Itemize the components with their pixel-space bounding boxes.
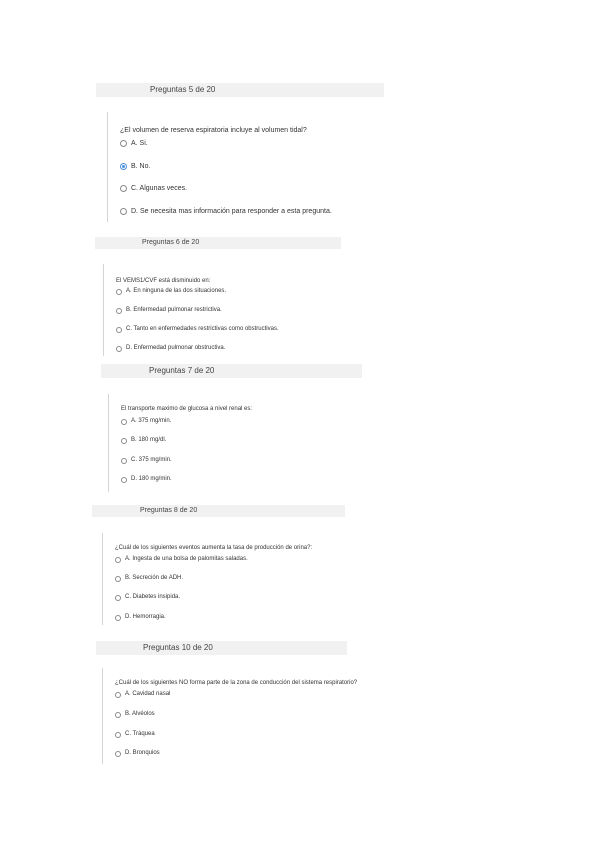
option-label: A. Ingesta de una bolsa de palomitas saladas. [125, 556, 248, 562]
answer-option[interactable] [115, 593, 180, 602]
answer-option[interactable] [115, 574, 183, 583]
radio-button-icon[interactable] [121, 438, 127, 444]
answer-option[interactable] [120, 139, 148, 148]
question-block [108, 394, 369, 492]
option-label: B. 180 mg/dl. [131, 437, 167, 443]
question-counter: Preguntas 5 de 20 [150, 85, 216, 94]
answer-option[interactable] [116, 306, 222, 315]
option-label: D. 180 mg/min. [131, 476, 172, 482]
radio-button-icon[interactable] [116, 289, 122, 295]
question-block [107, 112, 400, 222]
question-text: ¿Cuál de los siguientes NO forma parte de la zona de conducción del sistema respiratorio? [115, 680, 358, 686]
radio-button-icon[interactable] [115, 576, 121, 582]
question-text: El transporte maximo de glucosa a nivel renal es: [121, 406, 253, 412]
answer-option[interactable] [121, 475, 172, 484]
radio-button-icon[interactable] [121, 419, 127, 425]
radio-button-icon[interactable] [115, 595, 121, 601]
option-label: C. 375 mg/min. [131, 457, 172, 463]
answer-option[interactable] [116, 344, 225, 353]
question-header [92, 505, 345, 517]
question-counter: Preguntas 8 de 20 [140, 507, 198, 514]
option-label: C. Diabetes insipida. [125, 594, 181, 600]
radio-button-icon[interactable] [121, 458, 127, 464]
radio-button-icon[interactable] [120, 208, 127, 215]
question-counter: Preguntas 10 de 20 [143, 643, 213, 652]
radio-button-icon[interactable] [116, 346, 122, 352]
radio-button-icon[interactable] [115, 692, 121, 698]
answer-option[interactable] [115, 749, 160, 758]
answer-option[interactable] [116, 287, 226, 296]
option-label: D. Hemorragia. [125, 614, 166, 620]
question-header [95, 237, 341, 249]
option-label: D. Enfermedad pulmonar obstructiva. [126, 345, 226, 351]
answer-option[interactable] [115, 613, 166, 622]
option-label: A. 375 mg/min. [131, 418, 172, 424]
answer-option[interactable] [120, 184, 187, 193]
option-label: C. Tráquea [125, 731, 155, 737]
question-block [102, 533, 378, 625]
radio-checked-icon[interactable] [120, 163, 127, 170]
option-label: A. En ninguna de las dos situaciones. [126, 288, 227, 294]
option-label: B. Enfermedad pulmonar restrictiva. [126, 307, 222, 313]
radio-button-icon[interactable] [115, 732, 121, 738]
answer-option[interactable] [121, 417, 171, 426]
answer-option[interactable] [121, 456, 172, 465]
answer-option[interactable] [120, 207, 332, 216]
radio-button-icon[interactable] [116, 327, 122, 333]
option-label: A. Si. [131, 140, 148, 147]
radio-button-icon[interactable] [121, 477, 127, 483]
answer-option[interactable] [116, 325, 279, 334]
option-label: C. Algunas veces. [131, 185, 188, 192]
question-text: El VEMS1/CVF está disminuido en: [116, 278, 211, 284]
radio-button-icon[interactable] [116, 308, 122, 314]
question-counter: Preguntas 7 de 20 [149, 366, 215, 375]
radio-button-icon[interactable] [115, 615, 121, 621]
question-header [96, 83, 384, 97]
radio-button-icon[interactable] [120, 140, 127, 147]
answer-option[interactable] [121, 436, 166, 445]
question-text: ¿El volumen de reserva espiratoria incluye al volumen tidal? [120, 127, 307, 134]
answer-option[interactable] [115, 555, 248, 564]
answer-option[interactable] [120, 162, 150, 171]
radio-button-icon[interactable] [115, 751, 121, 757]
radio-button-icon[interactable] [115, 712, 121, 718]
question-header [101, 364, 362, 378]
radio-button-icon[interactable] [120, 185, 127, 192]
option-label: A. Cavidad nasal [125, 691, 171, 697]
question-text: ¿Cuál de los siguientes eventos aumenta la tasa de producción de orina?: [115, 545, 313, 551]
answer-option[interactable] [115, 690, 170, 699]
option-label: D. Bronquios [125, 750, 160, 756]
answer-option[interactable] [115, 710, 155, 719]
question-counter: Preguntas 6 de 20 [142, 239, 200, 246]
option-label: D. Se necesita mas información para responder a esta pregunta. [131, 208, 332, 215]
radio-button-icon[interactable] [115, 557, 121, 563]
option-label: B. Secreción de ADH. [125, 575, 184, 581]
question-header [96, 641, 347, 655]
option-label: C. Tanto en enfermedades restrictivas como obstructivas. [126, 326, 279, 332]
question-block [102, 668, 433, 764]
option-label: B. No. [131, 163, 151, 170]
answer-option[interactable] [115, 730, 155, 739]
question-block [103, 264, 364, 356]
option-label: B. Alvéolos [125, 711, 155, 717]
